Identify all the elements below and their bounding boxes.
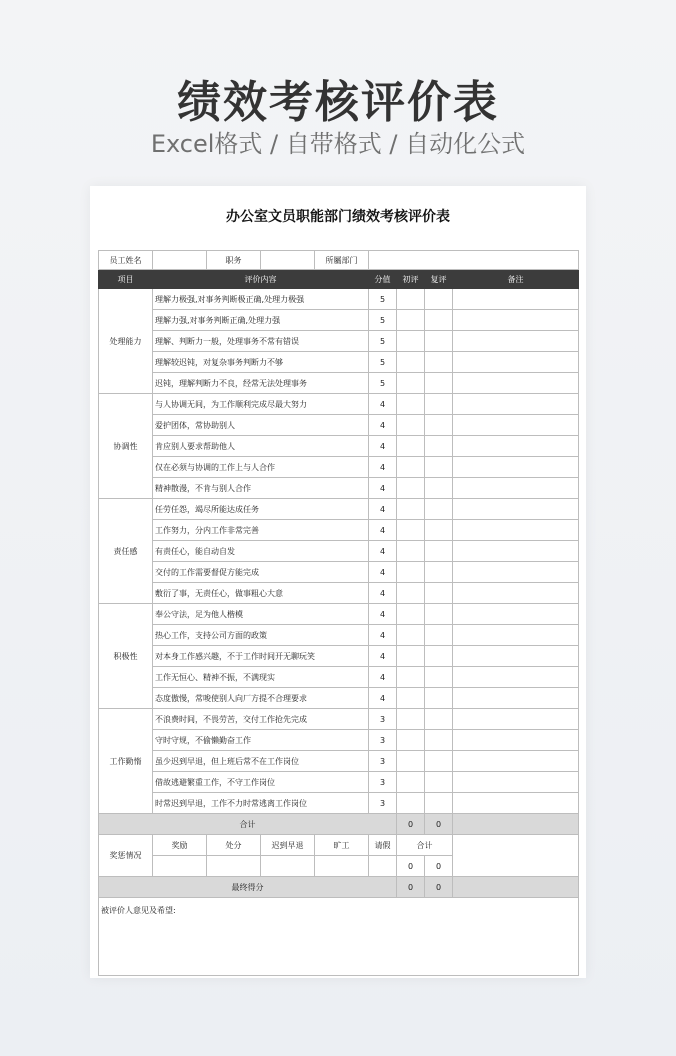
rewards-review: 0 xyxy=(425,856,453,877)
rewards-value-cell[interactable] xyxy=(153,856,207,877)
rewards-label: 奖惩情况 xyxy=(99,835,153,877)
criterion-score: 5 xyxy=(369,331,397,352)
first-score-cell[interactable] xyxy=(397,478,425,499)
criterion-text: 肯应别人要求帮助他人 xyxy=(153,436,369,457)
first-score-cell[interactable] xyxy=(397,331,425,352)
criterion-score: 5 xyxy=(369,310,397,331)
final-score-row xyxy=(99,877,579,898)
table-row xyxy=(99,310,579,331)
note-cell[interactable] xyxy=(453,688,579,709)
table-row xyxy=(99,709,579,730)
first-score-cell[interactable] xyxy=(397,541,425,562)
table-row xyxy=(99,520,579,541)
first-score-cell[interactable] xyxy=(397,499,425,520)
note-cell[interactable] xyxy=(453,583,579,604)
review-score-cell[interactable] xyxy=(425,478,453,499)
first-score-cell[interactable] xyxy=(397,457,425,478)
review-score-cell[interactable] xyxy=(425,688,453,709)
first-score-cell[interactable] xyxy=(397,625,425,646)
rewards-value-cell[interactable] xyxy=(207,856,261,877)
rewards-header: 旷工 xyxy=(315,835,369,856)
table-row xyxy=(99,625,579,646)
review-score-cell[interactable] xyxy=(425,625,453,646)
first-score-cell[interactable] xyxy=(397,289,425,310)
criterion-score: 5 xyxy=(369,289,397,310)
employee-name-cell[interactable] xyxy=(153,251,207,270)
first-score-cell[interactable] xyxy=(397,667,425,688)
criterion-score: 4 xyxy=(369,604,397,625)
note-cell[interactable] xyxy=(453,772,579,793)
criterion-text: 借故逃避繁重工作，不守工作岗位 xyxy=(153,772,369,793)
note-cell[interactable] xyxy=(453,373,579,394)
note-cell[interactable] xyxy=(453,499,579,520)
criterion-text: 态度傲慢，常唆使别人向厂方提不合理要求 xyxy=(153,688,369,709)
position-label: 职务 xyxy=(207,251,261,270)
note-cell[interactable] xyxy=(453,667,579,688)
document-title: 办公室文员职能部门绩效考核评价表 xyxy=(226,209,450,225)
first-score-cell[interactable] xyxy=(397,310,425,331)
note-cell[interactable] xyxy=(453,730,579,751)
criterion-score: 4 xyxy=(369,394,397,415)
table-body xyxy=(99,251,579,976)
employee-info-row xyxy=(99,251,579,270)
criterion-score: 4 xyxy=(369,646,397,667)
table-row xyxy=(99,478,579,499)
header-note: 备注 xyxy=(453,270,579,289)
table-row xyxy=(99,793,579,814)
criterion-text: 工作努力，分内工作非常完善 xyxy=(153,520,369,541)
first-score-cell[interactable] xyxy=(397,646,425,667)
evaluation-table xyxy=(98,250,579,976)
note-cell[interactable] xyxy=(453,331,579,352)
review-score-cell[interactable] xyxy=(425,541,453,562)
final-review: 0 xyxy=(425,877,453,898)
review-score-cell[interactable] xyxy=(425,793,453,814)
first-score-cell[interactable] xyxy=(397,730,425,751)
criterion-text: 迟钝，理解判断力不良，经常无法处理事务 xyxy=(153,373,369,394)
category-label: 工作勤惰 xyxy=(99,709,153,814)
criterion-text: 对本身工作感兴趣，不于工作时间开无聊玩笑 xyxy=(153,646,369,667)
criterion-text: 理解力极强,对事务判断极正确,处理力极强 xyxy=(153,289,369,310)
criterion-text: 奉公守法，足为他人楷模 xyxy=(153,604,369,625)
header-item: 项目 xyxy=(99,270,153,289)
review-score-cell[interactable] xyxy=(425,373,453,394)
criterion-score: 4 xyxy=(369,457,397,478)
criterion-score: 3 xyxy=(369,709,397,730)
remark-row xyxy=(99,898,579,976)
note-cell[interactable] xyxy=(453,478,579,499)
table-row xyxy=(99,394,579,415)
table-row xyxy=(99,457,579,478)
criterion-text: 热心工作，支持公司方面的政策 xyxy=(153,625,369,646)
table-row xyxy=(99,289,579,310)
department-label: 所屬部门 xyxy=(315,251,369,270)
table-row xyxy=(99,373,579,394)
first-score-cell[interactable] xyxy=(397,688,425,709)
criterion-score: 4 xyxy=(369,625,397,646)
evaluation-sheet xyxy=(90,186,586,978)
first-score-cell[interactable] xyxy=(397,604,425,625)
rewards-header: 处分 xyxy=(207,835,261,856)
rewards-header: 合计 xyxy=(397,835,453,856)
criterion-text: 有责任心，能自动自发 xyxy=(153,541,369,562)
review-score-cell[interactable] xyxy=(425,394,453,415)
note-cell[interactable] xyxy=(453,625,579,646)
note-cell[interactable] xyxy=(453,562,579,583)
criterion-score: 4 xyxy=(369,499,397,520)
criterion-text: 虽少迟到早退，但上班后常不在工作岗位 xyxy=(153,751,369,772)
review-score-cell[interactable] xyxy=(425,520,453,541)
first-score-cell[interactable] xyxy=(397,583,425,604)
first-score-cell[interactable] xyxy=(397,562,425,583)
criterion-score: 3 xyxy=(369,793,397,814)
review-score-cell[interactable] xyxy=(425,730,453,751)
note-cell[interactable] xyxy=(453,436,579,457)
review-score-cell[interactable] xyxy=(425,310,453,331)
criterion-text: 交付的工作需要督促方能完成 xyxy=(153,562,369,583)
hero-subtitle: Excel格式 / 自带格式 / 自动化公式 xyxy=(150,130,526,158)
header-score: 分值 xyxy=(369,270,397,289)
subtotal-row xyxy=(99,814,579,835)
first-score-cell[interactable] xyxy=(397,436,425,457)
note-cell[interactable] xyxy=(453,352,579,373)
note-cell[interactable] xyxy=(453,646,579,667)
criterion-text: 工作无恒心、精神不振，不满现实 xyxy=(153,667,369,688)
first-score-cell[interactable] xyxy=(397,520,425,541)
criterion-text: 敷衍了事，无责任心，做事粗心大意 xyxy=(153,583,369,604)
note-cell[interactable] xyxy=(453,457,579,478)
criterion-score: 4 xyxy=(369,667,397,688)
criterion-text: 时常迟到早退，工作不力时常逃离工作岗位 xyxy=(153,793,369,814)
note-cell[interactable] xyxy=(453,604,579,625)
header-first: 初评 xyxy=(397,270,425,289)
review-score-cell[interactable] xyxy=(425,709,453,730)
rewards-blank xyxy=(453,835,579,877)
employee-name-label: 员工姓名 xyxy=(99,251,153,270)
rewards-header: 奖励 xyxy=(153,835,207,856)
criterion-text: 理解较迟钝，对复杂事务判断力不够 xyxy=(153,352,369,373)
review-score-cell[interactable] xyxy=(425,772,453,793)
category-label: 协调性 xyxy=(99,394,153,499)
table-row xyxy=(99,730,579,751)
category-label: 处理能力 xyxy=(99,289,153,394)
review-score-cell[interactable] xyxy=(425,562,453,583)
subtotal-note xyxy=(453,814,579,835)
rewards-header: 请假 xyxy=(369,835,397,856)
rewards-value-cell[interactable] xyxy=(261,856,315,877)
final-score-label: 最终得分 xyxy=(99,877,397,898)
table-row xyxy=(99,499,579,520)
table-row xyxy=(99,583,579,604)
hero-title: 绩效考核评价表 xyxy=(177,77,499,128)
note-cell[interactable] xyxy=(453,394,579,415)
criterion-score: 4 xyxy=(369,478,397,499)
table-row xyxy=(99,541,579,562)
header-review: 复评 xyxy=(425,270,453,289)
criterion-text: 与人协调无间，为工作顺利完成尽最大努力 xyxy=(153,394,369,415)
first-score-cell[interactable] xyxy=(397,709,425,730)
criterion-score: 4 xyxy=(369,562,397,583)
criterion-text: 理解、判断力一般，处理事务不常有错误 xyxy=(153,331,369,352)
note-cell[interactable] xyxy=(453,289,579,310)
rewards-header-row xyxy=(99,835,579,856)
review-score-cell[interactable] xyxy=(425,415,453,436)
review-score-cell[interactable] xyxy=(425,499,453,520)
final-note xyxy=(453,877,579,898)
table-header-row xyxy=(99,270,579,289)
first-score-cell[interactable] xyxy=(397,415,425,436)
first-score-cell[interactable] xyxy=(397,352,425,373)
note-cell[interactable] xyxy=(453,520,579,541)
review-score-cell[interactable] xyxy=(425,646,453,667)
department-cell[interactable] xyxy=(369,251,579,270)
table-row xyxy=(99,562,579,583)
first-score-cell[interactable] xyxy=(397,394,425,415)
review-score-cell[interactable] xyxy=(425,331,453,352)
criterion-score: 3 xyxy=(369,751,397,772)
review-score-cell[interactable] xyxy=(425,352,453,373)
rewards-header: 迟到早退 xyxy=(261,835,315,856)
rewards-value-cell[interactable] xyxy=(315,856,369,877)
table-row xyxy=(99,667,579,688)
rewards-first: 0 xyxy=(397,856,425,877)
first-score-cell[interactable] xyxy=(397,793,425,814)
review-score-cell[interactable] xyxy=(425,289,453,310)
criterion-score: 4 xyxy=(369,415,397,436)
note-cell[interactable] xyxy=(453,709,579,730)
category-label: 积极性 xyxy=(99,604,153,709)
review-score-cell[interactable] xyxy=(425,457,453,478)
table-row xyxy=(99,604,579,625)
table-row xyxy=(99,331,579,352)
criterion-score: 3 xyxy=(369,772,397,793)
note-cell[interactable] xyxy=(453,541,579,562)
remark-field[interactable]: 被评价人意见及希望: xyxy=(99,898,579,976)
criterion-text: 精神散漫，不肯与别人合作 xyxy=(153,478,369,499)
first-score-cell[interactable] xyxy=(397,751,425,772)
first-score-cell[interactable] xyxy=(397,373,425,394)
criterion-text: 爱护团体，常协助别人 xyxy=(153,415,369,436)
table-row xyxy=(99,646,579,667)
review-score-cell[interactable] xyxy=(425,436,453,457)
criterion-text: 不浪费时间，不畏劳苦，交付工作抢先完成 xyxy=(153,709,369,730)
table-row xyxy=(99,751,579,772)
criterion-score: 4 xyxy=(369,436,397,457)
table-row xyxy=(99,688,579,709)
note-cell[interactable] xyxy=(453,793,579,814)
final-first: 0 xyxy=(397,877,425,898)
criterion-score: 5 xyxy=(369,352,397,373)
note-cell[interactable] xyxy=(453,751,579,772)
category-label: 责任感 xyxy=(99,499,153,604)
criterion-text: 任劳任怨，竭尽所能达成任务 xyxy=(153,499,369,520)
table-row xyxy=(99,352,579,373)
review-score-cell[interactable] xyxy=(425,583,453,604)
criterion-score: 3 xyxy=(369,730,397,751)
criterion-score: 4 xyxy=(369,688,397,709)
table-row xyxy=(99,772,579,793)
header-content: 评价内容 xyxy=(153,270,369,289)
criterion-score: 4 xyxy=(369,520,397,541)
note-cell[interactable] xyxy=(453,415,579,436)
review-score-cell[interactable] xyxy=(425,751,453,772)
note-cell[interactable] xyxy=(453,310,579,331)
subtotal-review: 0 xyxy=(425,814,453,835)
rewards-value-cell[interactable] xyxy=(369,856,397,877)
table-row xyxy=(99,436,579,457)
review-score-cell[interactable] xyxy=(425,604,453,625)
criterion-score: 4 xyxy=(369,583,397,604)
first-score-cell[interactable] xyxy=(397,772,425,793)
criterion-text: 仅在必须与协调的工作上与人合作 xyxy=(153,457,369,478)
criterion-score: 5 xyxy=(369,373,397,394)
subtotal-first: 0 xyxy=(397,814,425,835)
criterion-score: 4 xyxy=(369,541,397,562)
position-cell[interactable] xyxy=(261,251,315,270)
review-score-cell[interactable] xyxy=(425,667,453,688)
table-row xyxy=(99,415,579,436)
criterion-text: 守时守规，不偷懒勤奋工作 xyxy=(153,730,369,751)
criterion-text: 理解力强,对事务判断正确,处理力强 xyxy=(153,310,369,331)
subtotal-label: 合计 xyxy=(99,814,397,835)
